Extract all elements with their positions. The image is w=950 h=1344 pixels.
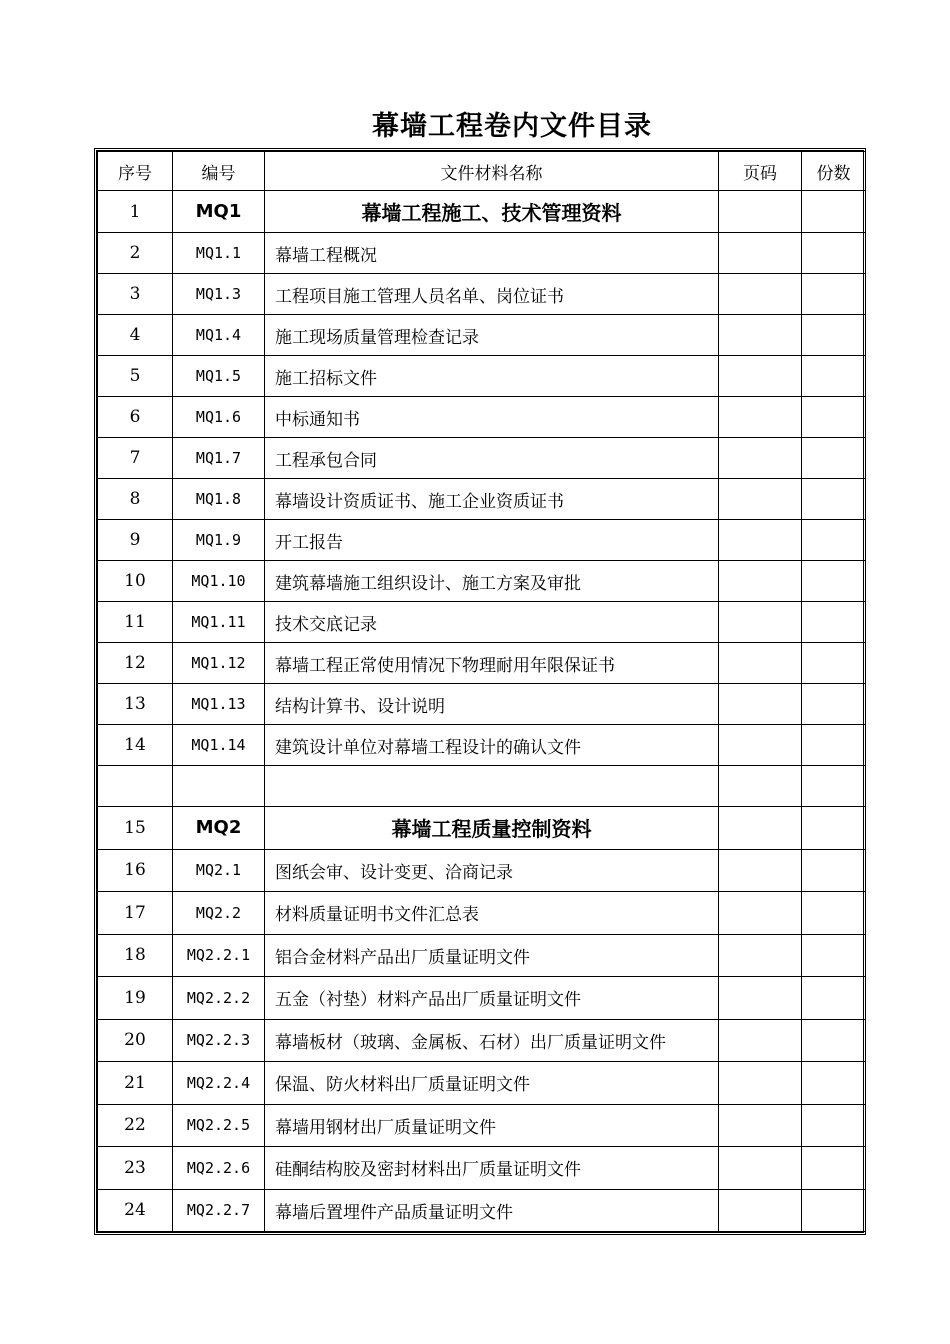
cell-page xyxy=(719,892,802,935)
cell-name: 五金（衬垫）材料产品出厂质量证明文件 xyxy=(265,977,719,1020)
cell-name: 中标通知书 xyxy=(265,397,719,438)
cell-code: MQ1.10 xyxy=(173,561,265,602)
cell-page xyxy=(719,643,802,684)
cell-seq: 4 xyxy=(98,315,173,356)
cell-copies xyxy=(802,191,866,233)
cell-name: 施工招标文件 xyxy=(265,356,719,397)
table-row xyxy=(98,479,866,520)
cell-code: MQ1.7 xyxy=(173,438,265,479)
table-row xyxy=(98,397,866,438)
cell-copies xyxy=(802,1104,866,1147)
table-row xyxy=(98,1062,866,1105)
cell-copies xyxy=(802,315,866,356)
cell-name xyxy=(265,766,719,807)
cell-code: MQ1.3 xyxy=(173,274,265,315)
header-copies: 份数 xyxy=(802,152,866,191)
cell-copies xyxy=(802,725,866,766)
cell-code: MQ1.11 xyxy=(173,602,265,643)
table-row xyxy=(98,1019,866,1062)
cell-copies xyxy=(802,1062,866,1105)
table-row xyxy=(98,602,866,643)
table-row xyxy=(98,892,866,935)
cell-code: MQ2.2.7 xyxy=(173,1189,265,1232)
cell-name: 工程项目施工管理人员名单、岗位证书 xyxy=(265,274,719,315)
cell-copies xyxy=(802,766,866,807)
cell-code: MQ2.2 xyxy=(173,892,265,935)
cell-copies xyxy=(802,1189,866,1232)
cell-code: MQ1.8 xyxy=(173,479,265,520)
table-row xyxy=(98,520,866,561)
cell-seq: 2 xyxy=(98,233,173,274)
header-page: 页码 xyxy=(719,152,802,191)
table-row xyxy=(98,934,866,977)
file-catalog-table xyxy=(97,151,866,1232)
section-row xyxy=(98,807,866,850)
cell-name: 建筑设计单位对幕墙工程设计的确认文件 xyxy=(265,725,719,766)
cell-seq: 9 xyxy=(98,520,173,561)
cell-page xyxy=(719,274,802,315)
cell-name: 开工报告 xyxy=(265,520,719,561)
table-row xyxy=(98,315,866,356)
table-row xyxy=(98,561,866,602)
cell-page xyxy=(719,849,802,892)
cell-code: MQ1.5 xyxy=(173,356,265,397)
cell-seq xyxy=(98,766,173,807)
cell-seq: 13 xyxy=(98,684,173,725)
cell-code: MQ2.2.5 xyxy=(173,1104,265,1147)
table-row xyxy=(98,977,866,1020)
cell-copies xyxy=(802,1147,866,1190)
table-header-row xyxy=(98,152,866,191)
cell-seq: 19 xyxy=(98,977,173,1020)
cell-page xyxy=(719,438,802,479)
cell-seq: 23 xyxy=(98,1147,173,1190)
catalog-frame xyxy=(94,148,866,1235)
cell-seq: 18 xyxy=(98,934,173,977)
cell-seq: 6 xyxy=(98,397,173,438)
cell-code: MQ1.13 xyxy=(173,684,265,725)
cell-code: MQ1 xyxy=(173,191,265,233)
cell-copies xyxy=(802,934,866,977)
cell-name: 工程承包合同 xyxy=(265,438,719,479)
table-row xyxy=(98,1147,866,1190)
table-row xyxy=(98,725,866,766)
header-code: 编号 xyxy=(173,152,265,191)
table-row xyxy=(98,274,866,315)
cell-code: MQ1.6 xyxy=(173,397,265,438)
cell-page xyxy=(719,520,802,561)
cell-copies xyxy=(802,356,866,397)
cell-seq: 21 xyxy=(98,1062,173,1105)
cell-code: MQ1.14 xyxy=(173,725,265,766)
cell-page xyxy=(719,807,802,850)
cell-code: MQ2 xyxy=(173,807,265,850)
table-row xyxy=(98,849,866,892)
cell-name: 幕墙工程施工、技术管理资料 xyxy=(265,191,719,233)
cell-copies xyxy=(802,479,866,520)
cell-seq: 5 xyxy=(98,356,173,397)
cell-page xyxy=(719,977,802,1020)
table-row xyxy=(98,1189,866,1232)
cell-name: 幕墙工程质量控制资料 xyxy=(265,807,719,850)
table-row xyxy=(98,643,866,684)
cell-copies xyxy=(802,849,866,892)
cell-seq: 7 xyxy=(98,438,173,479)
cell-code: MQ2.1 xyxy=(173,849,265,892)
cell-code: MQ2.2.2 xyxy=(173,977,265,1020)
cell-code: MQ1.9 xyxy=(173,520,265,561)
cell-seq: 10 xyxy=(98,561,173,602)
cell-seq: 15 xyxy=(98,807,173,850)
cell-name: 幕墙设计资质证书、施工企业资质证书 xyxy=(265,479,719,520)
cell-name: 建筑幕墙施工组织设计、施工方案及审批 xyxy=(265,561,719,602)
cell-code: MQ2.2.1 xyxy=(173,934,265,977)
cell-page xyxy=(719,1189,802,1232)
table-row xyxy=(98,1104,866,1147)
cell-copies xyxy=(802,397,866,438)
header-name: 文件材料名称 xyxy=(265,152,719,191)
cell-page xyxy=(719,315,802,356)
cell-page xyxy=(719,233,802,274)
cell-code: MQ1.12 xyxy=(173,643,265,684)
blank-row xyxy=(98,766,866,807)
cell-name: 铝合金材料产品出厂质量证明文件 xyxy=(265,934,719,977)
cell-page xyxy=(719,1062,802,1105)
cell-name: 保温、防火材料出厂质量证明文件 xyxy=(265,1062,719,1105)
cell-name: 材料质量证明书文件汇总表 xyxy=(265,892,719,935)
cell-seq: 24 xyxy=(98,1189,173,1232)
cell-seq: 8 xyxy=(98,479,173,520)
header-seq: 序号 xyxy=(98,152,173,191)
cell-name: 结构计算书、设计说明 xyxy=(265,684,719,725)
cell-page xyxy=(719,356,802,397)
cell-page xyxy=(719,191,802,233)
table-body xyxy=(98,191,866,1232)
cell-copies xyxy=(802,977,866,1020)
cell-copies xyxy=(802,438,866,479)
cell-page xyxy=(719,479,802,520)
table-row xyxy=(98,438,866,479)
cell-page xyxy=(719,1019,802,1062)
cell-copies xyxy=(802,1019,866,1062)
cell-page xyxy=(719,766,802,807)
cell-seq: 20 xyxy=(98,1019,173,1062)
cell-copies xyxy=(802,274,866,315)
cell-page xyxy=(719,725,802,766)
cell-page xyxy=(719,684,802,725)
cell-page xyxy=(719,602,802,643)
cell-code: MQ2.2.4 xyxy=(173,1062,265,1105)
cell-copies xyxy=(802,807,866,850)
cell-code: MQ2.2.3 xyxy=(173,1019,265,1062)
table-row xyxy=(98,684,866,725)
cell-seq: 14 xyxy=(98,725,173,766)
cell-seq: 1 xyxy=(98,191,173,233)
cell-code: MQ2.2.6 xyxy=(173,1147,265,1190)
cell-page xyxy=(719,561,802,602)
cell-seq: 16 xyxy=(98,849,173,892)
cell-name: 硅酮结构胶及密封材料出厂质量证明文件 xyxy=(265,1147,719,1190)
cell-page xyxy=(719,934,802,977)
cell-copies xyxy=(802,643,866,684)
cell-name: 施工现场质量管理检查记录 xyxy=(265,315,719,356)
cell-name: 技术交底记录 xyxy=(265,602,719,643)
table-row xyxy=(98,233,866,274)
table-row xyxy=(98,356,866,397)
cell-copies xyxy=(802,561,866,602)
cell-copies xyxy=(802,684,866,725)
cell-page xyxy=(719,1104,802,1147)
cell-code xyxy=(173,766,265,807)
cell-copies xyxy=(802,520,866,561)
cell-name: 幕墙工程正常使用情况下物理耐用年限保证书 xyxy=(265,643,719,684)
cell-copies xyxy=(802,233,866,274)
cell-name: 幕墙板材（玻璃、金属板、石材）出厂质量证明文件 xyxy=(265,1019,719,1062)
cell-code: MQ1.1 xyxy=(173,233,265,274)
cell-seq: 12 xyxy=(98,643,173,684)
cell-seq: 11 xyxy=(98,602,173,643)
cell-seq: 22 xyxy=(98,1104,173,1147)
cell-page xyxy=(719,1147,802,1190)
cell-page xyxy=(719,397,802,438)
cell-name: 幕墙工程概况 xyxy=(265,233,719,274)
cell-name: 幕墙用钢材出厂质量证明文件 xyxy=(265,1104,719,1147)
cell-seq: 17 xyxy=(98,892,173,935)
cell-copies xyxy=(802,602,866,643)
section-row xyxy=(98,191,866,233)
cell-name: 图纸会审、设计变更、洽商记录 xyxy=(265,849,719,892)
page-title: 幕墙工程卷内文件目录 xyxy=(372,111,652,142)
cell-seq: 3 xyxy=(98,274,173,315)
cell-name: 幕墙后置埋件产品质量证明文件 xyxy=(265,1189,719,1232)
cell-copies xyxy=(802,892,866,935)
cell-code: MQ1.4 xyxy=(173,315,265,356)
